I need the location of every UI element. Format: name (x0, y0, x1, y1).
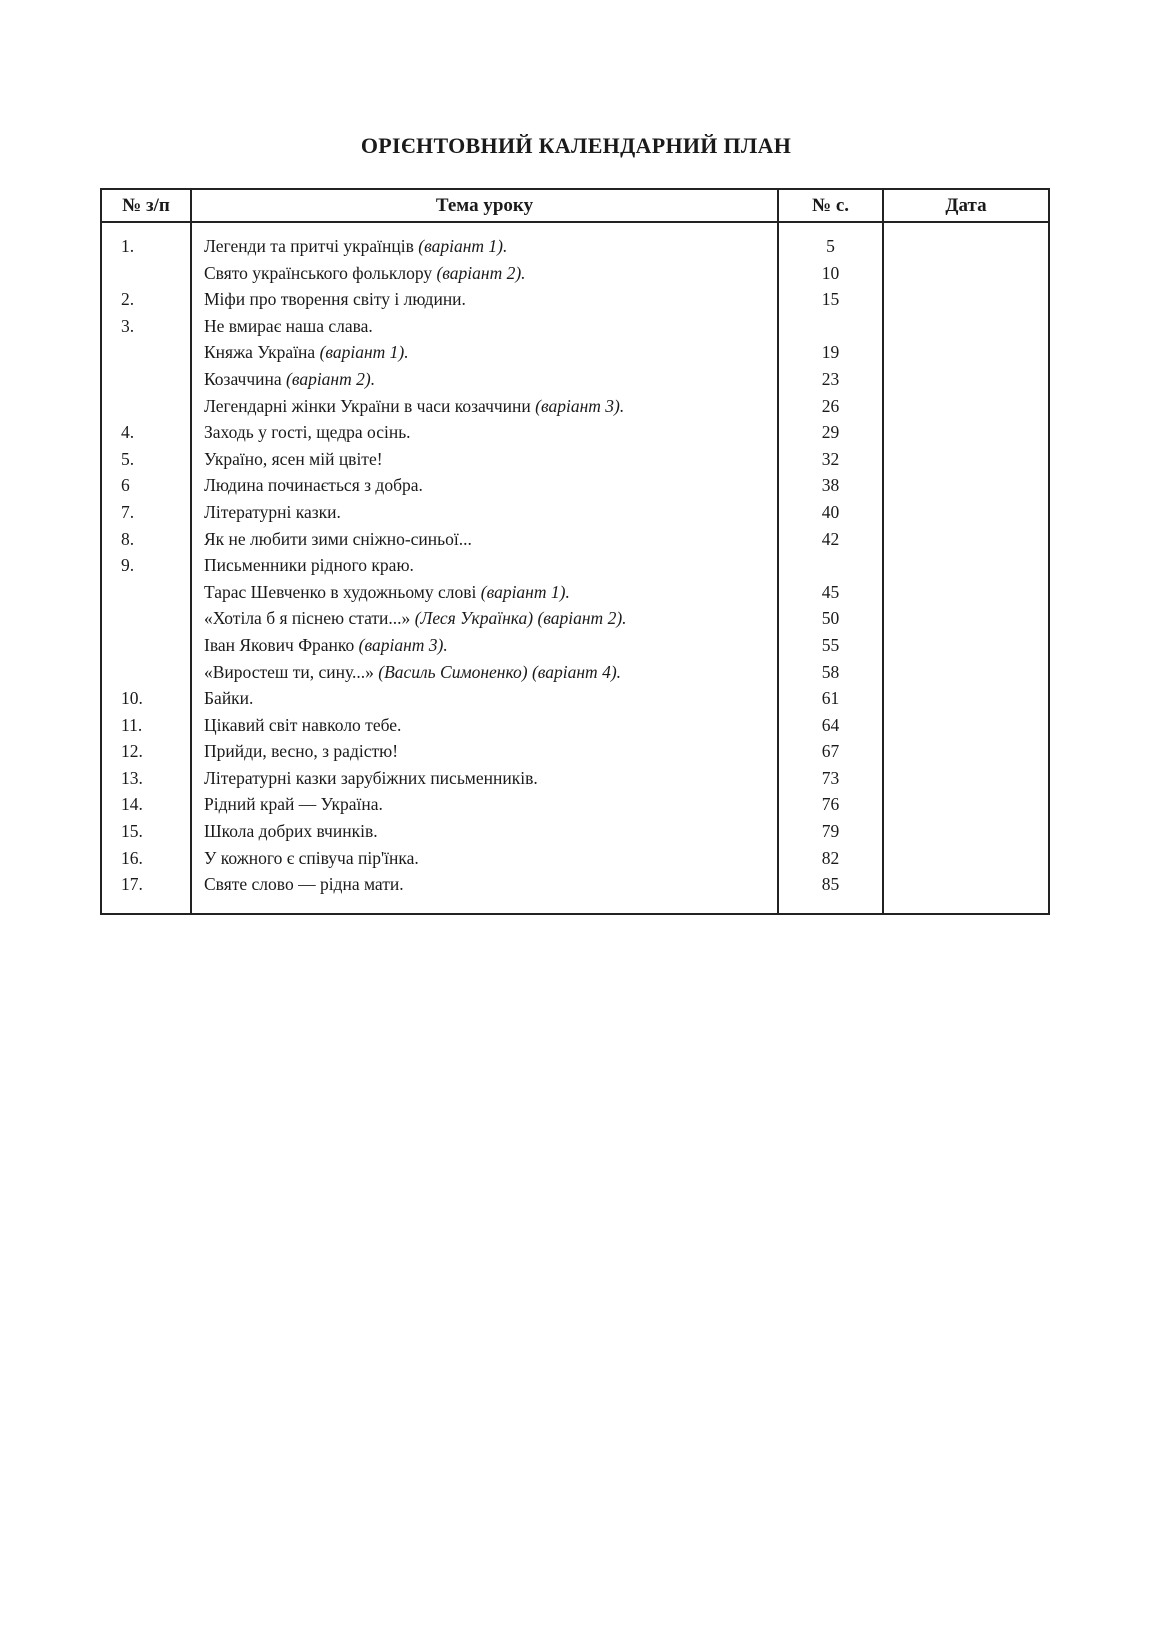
row-date-cell[interactable] (884, 446, 1048, 473)
row-date-cell[interactable] (884, 685, 1048, 712)
row-date-cell[interactable] (884, 605, 1048, 632)
header-date: Дата (945, 194, 987, 216)
topic-text: Заходь у гості, щедра осінь. (204, 422, 411, 443)
row-page: 10 (821, 262, 840, 283)
row-page: 73 (821, 767, 840, 788)
topic-text: Цікавий світ навколо тебе. (204, 714, 402, 735)
row-date-cell[interactable] (884, 366, 1048, 393)
row-topic (204, 313, 777, 340)
topic-text: Святе слово — рідна мати. (204, 874, 404, 895)
row-topic (204, 791, 777, 818)
row-topic (204, 605, 777, 632)
row-number: 12. (121, 741, 143, 762)
row-page: 29 (821, 422, 840, 443)
row-number (121, 393, 190, 420)
row-number (121, 579, 190, 606)
topic-text: Літературні казки. (204, 501, 341, 522)
row-page: 82 (821, 847, 840, 868)
row-topic (204, 339, 777, 366)
row-number: 15. (121, 821, 143, 842)
row-page: 79 (821, 821, 840, 842)
row-date-cell[interactable] (884, 738, 1048, 765)
row-page: 19 (821, 342, 840, 363)
row-page: 38 (821, 475, 840, 496)
header-topic: Тема уроку (192, 190, 779, 221)
topic-text: «Виростеш ти, сину...» (204, 661, 374, 682)
row-topic (204, 260, 777, 287)
row-date-cell[interactable] (884, 765, 1048, 792)
topic-text: Байки. (204, 688, 254, 709)
row-number: 4. (121, 422, 135, 443)
table-body (102, 223, 1048, 913)
row-topic (204, 419, 777, 446)
row-date-cell[interactable] (884, 499, 1048, 526)
row-number: 3. (121, 315, 135, 336)
topic-text: Рідний край — Україна. (204, 794, 383, 815)
row-page: 61 (821, 688, 840, 709)
topic-text: Тарас Шевченко в художньому слові (204, 581, 477, 602)
row-date-cell[interactable] (884, 659, 1048, 686)
row-topic (204, 552, 777, 579)
row-number: 13. (121, 767, 143, 788)
row-number (121, 339, 190, 366)
row-date-cell[interactable] (884, 339, 1048, 366)
row-page: 55 (821, 634, 840, 655)
row-page: 50 (821, 608, 840, 629)
row-date-cell[interactable] (884, 579, 1048, 606)
row-topic (204, 818, 777, 845)
topic-note: (варіант 2). (286, 368, 376, 389)
row-topic (204, 366, 777, 393)
row-number: 17. (121, 874, 143, 895)
row-date-cell[interactable] (884, 552, 1048, 579)
topic-text: Свято українського фольклору (204, 262, 433, 283)
row-page: 32 (821, 448, 840, 469)
row-date-cell[interactable] (884, 260, 1048, 287)
row-date-cell[interactable] (884, 791, 1048, 818)
topic-note: (варіант 1). (418, 236, 508, 256)
topic-column (192, 223, 779, 913)
topic-text: Письменники рідного краю. (204, 555, 414, 576)
row-number (121, 632, 190, 659)
topic-text: Міфи про творення світу і людини. (204, 289, 466, 310)
row-number: 2. (121, 289, 135, 310)
row-number (121, 366, 190, 393)
page-title: ОРІЄНТОВНИЙ КАЛЕНДАРНИЙ ПЛАН (360, 133, 792, 158)
row-topic (204, 499, 777, 526)
row-topic (204, 871, 777, 898)
row-number: 14. (121, 794, 143, 815)
row-topic (204, 472, 777, 499)
row-date-cell[interactable] (884, 233, 1048, 260)
number-column (102, 223, 192, 913)
row-date-cell[interactable] (884, 818, 1048, 845)
row-date-cell[interactable] (884, 393, 1048, 420)
row-topic (204, 286, 777, 313)
row-page: 85 (821, 874, 840, 895)
row-number: 7. (121, 501, 135, 522)
row-number (121, 659, 190, 686)
topic-text: Школа добрих вчинків. (204, 821, 378, 842)
row-topic (204, 738, 777, 765)
topic-text: «Хотіла б я піснею стати...» (204, 608, 411, 629)
row-number: 6 (121, 475, 130, 496)
row-date-cell[interactable] (884, 712, 1048, 739)
topic-note: (Леся Українка) (варіант 2). (414, 608, 627, 629)
row-number (121, 605, 190, 632)
row-page: 26 (821, 395, 840, 416)
topic-note: (варіант 3). (535, 395, 625, 416)
row-page: 45 (821, 581, 840, 602)
topic-text: Україно, ясен мій цвіте! (204, 448, 383, 469)
row-page (779, 313, 882, 340)
row-page: 5 (826, 236, 835, 256)
row-topic (204, 393, 777, 420)
topic-text: Легендарні жінки України в часи козаччини (204, 395, 531, 416)
row-page: 42 (821, 528, 840, 549)
topic-note: (варіант 2). (436, 262, 526, 283)
calendar-plan-table (100, 188, 1050, 915)
row-number: 10. (121, 688, 143, 709)
row-number: 11. (121, 714, 143, 735)
row-number: 8. (121, 528, 135, 549)
topic-text: Не вмирає наша слава. (204, 315, 373, 336)
row-page: 58 (821, 661, 840, 682)
row-date-cell[interactable] (884, 526, 1048, 553)
row-date-cell[interactable] (884, 472, 1048, 499)
row-topic (204, 446, 777, 473)
row-date-cell[interactable] (884, 419, 1048, 446)
topic-note: (варіант 3). (358, 634, 448, 655)
topic-text: Легенди та притчі українців (204, 236, 414, 256)
row-topic (204, 233, 777, 260)
row-page: 15 (821, 289, 840, 310)
header-number: № з/п (102, 190, 192, 221)
topic-text: Людина починається з добра. (204, 475, 423, 496)
row-number: 1. (121, 236, 135, 256)
topic-text: Козаччина (204, 368, 282, 389)
topic-text: Як не любити зими сніжно-синьої... (204, 528, 472, 549)
topic-text: У кожного є співуча пір'їнка. (204, 847, 419, 868)
row-date-cell[interactable] (884, 845, 1048, 872)
topic-text: Княжа Україна (204, 342, 316, 363)
row-topic (204, 765, 777, 792)
topic-note: (варіант 1). (319, 342, 409, 363)
row-topic (204, 526, 777, 553)
row-date-cell[interactable] (884, 632, 1048, 659)
row-topic (204, 579, 777, 606)
row-date-cell[interactable] (884, 871, 1048, 898)
row-topic (204, 845, 777, 872)
page-column (779, 223, 884, 913)
row-page (779, 552, 882, 579)
table-header-row (102, 190, 1048, 223)
row-topic (204, 659, 777, 686)
row-number: 5. (121, 448, 135, 469)
row-page: 76 (821, 794, 840, 815)
row-topic (204, 685, 777, 712)
row-date-cell[interactable] (884, 313, 1048, 340)
header-page: № с. (779, 190, 884, 221)
row-number (121, 260, 190, 287)
topic-text: Іван Якович Франко (204, 634, 355, 655)
topic-text: Прийди, весно, з радістю! (204, 741, 399, 762)
row-topic (204, 632, 777, 659)
row-topic (204, 712, 777, 739)
row-page: 40 (821, 501, 840, 522)
row-number: 9. (121, 555, 135, 576)
topic-note: (Василь Симоненко) (варіант 4). (378, 661, 622, 682)
row-number: 16. (121, 847, 143, 868)
row-date-cell[interactable] (884, 286, 1048, 313)
row-page: 64 (821, 714, 840, 735)
topic-text: Літературні казки зарубіжних письменників. (204, 767, 538, 788)
row-page: 67 (821, 741, 840, 762)
row-page: 23 (821, 368, 840, 389)
topic-note: (варіант 1). (480, 581, 570, 602)
date-column (884, 223, 1048, 913)
